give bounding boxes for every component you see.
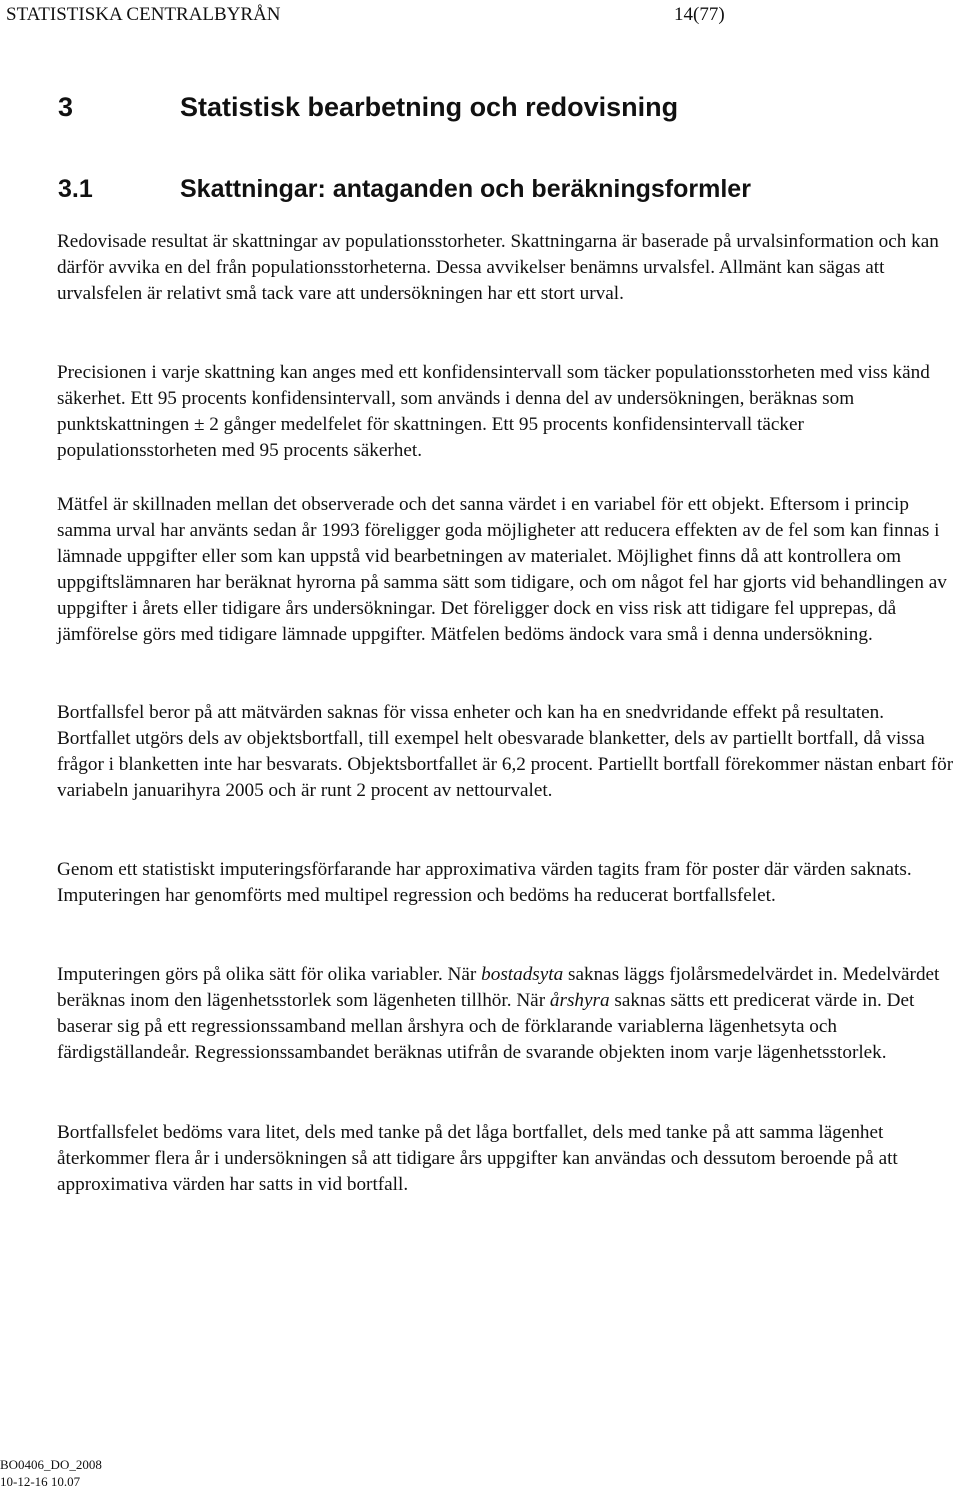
section-title: Statistisk bearbetning och redovisning bbox=[180, 92, 679, 122]
section-heading bbox=[58, 92, 678, 123]
section-number: 3 bbox=[58, 92, 74, 122]
subsection-number: 3.1 bbox=[58, 175, 93, 203]
footer-date: 10-12-16 10.07 bbox=[0, 1474, 81, 1489]
paragraph-text: saknas läggs fjolårsmedelvärdet in. Medelvärdet beräknas inom den lägenhetsstorlek som lägenheten tillhör. När bbox=[57, 964, 940, 1012]
paragraph-imputation: Genom ett statistiskt imputeringsförfarande har approximativa värden tagits fram för poster där värden saknats. Imputeringen har genomförts med multipel regression och bedöms ha reducerat bortfallsfelet. bbox=[57, 859, 912, 907]
subsection-title: Skattningar: antaganden och beräkningsformler bbox=[180, 175, 751, 203]
paragraph-nonresponse-error: Bortfallsfel beror på att mätvärden saknas för vissa enheter och kan ha en snedvridande effekt på resultaten. Bortfallet utgörs dels av objektsbortfall, till exempel helt obesvarade blanketter, dels av partiellt bortfall, då vissa frågor i blanketten inte har besvarats. Objektsbortfallet är 6,2 procent. Partiellt bortfall förekommer nästan enbart för variabeln januarihyra 2005 och är runt 2 procent av nettourvalet. bbox=[57, 702, 954, 802]
paragraph-precision: Precisionen i varje skattning kan anges med ett konfidensintervall som täcker populationsstorheten med viss känd säkerhet. Ett 95 procents konfidensintervall, som används i denna del av undersökningen, beräknas som punktskattningen ± 2 gånger medelfelet för skattningen. Ett 95 procents konfidensintervall täcker populationsstorheten med 95 procents säkerhet. bbox=[57, 362, 930, 462]
footer-document-id: BO0406_DO_2008 bbox=[0, 1457, 102, 1472]
subsection-heading bbox=[58, 175, 751, 204]
paragraph-measurement-error: Mätfel är skillnaden mellan det observerade och det sanna värdet i en variabel för ett objekt. Eftersom i princip samma urval har använts sedan år 1993 föreligger goda möjligheter att reducera effekten av de fel som kan finnas i lämnade uppgifter eller som kan uppstå vid bearbetningen av materialet. Möjlighet finns då att kontrollera om uppgiftslämnaren har beräknat hyrorna på samma sätt som tidigare, och om något fel har gjorts vid behandlingen av uppgifter i årets eller tidigare års undersökningar. Det föreligger dock en viss risk att tidigare fel upprepas, då jämförelse görs med tidigare lämnade uppgifter. Mätfelen bedöms ändock vara små i denna undersökning. bbox=[57, 494, 947, 646]
paragraph-text: saknas sätts ett predicerat värde in. Det baserar sig på ett regressionssamband mellan årshyra och de förklarande variablerna lägenhetsyta och färdigställandeår. Regressionssambandet beräknas utifrån de svarande objekten inom varje lägenhetsstorlek. bbox=[57, 990, 915, 1064]
paragraph-imputation-methods bbox=[57, 962, 959, 1066]
header-agency: STATISTISKA CENTRALBYRÅN bbox=[6, 4, 281, 25]
paragraph-text: Imputeringen görs på olika sätt för olika variabler. När bbox=[57, 964, 482, 985]
paragraph-nonresponse-assessment: Bortfallsfelet bedöms vara litet, dels med tanke på det låga bortfallet, dels med tanke på att samma lägenhet återkommer flera år i undersökningen så att tidigare års uppgifter kan användas och dessutom beroende på att approximativa värden har satts in vid bortfall. bbox=[57, 1122, 898, 1196]
header-page-number: 14(77) bbox=[674, 4, 725, 25]
paragraph-sampling-error: Redovisade resultat är skattningar av populationsstorheter. Skattningarna är baserade på urvalsinformation och kan därför avvika en del från populationsstorheterna. Dessa avvikelser benämns urvalsfel. Allmänt kan sägas att urvalsfelen är relativt små tack vare att undersökningen har ett stort urval. bbox=[57, 231, 939, 305]
variable-term: årshyra bbox=[549, 990, 610, 1012]
variable-term: bostadsyta bbox=[481, 964, 564, 985]
